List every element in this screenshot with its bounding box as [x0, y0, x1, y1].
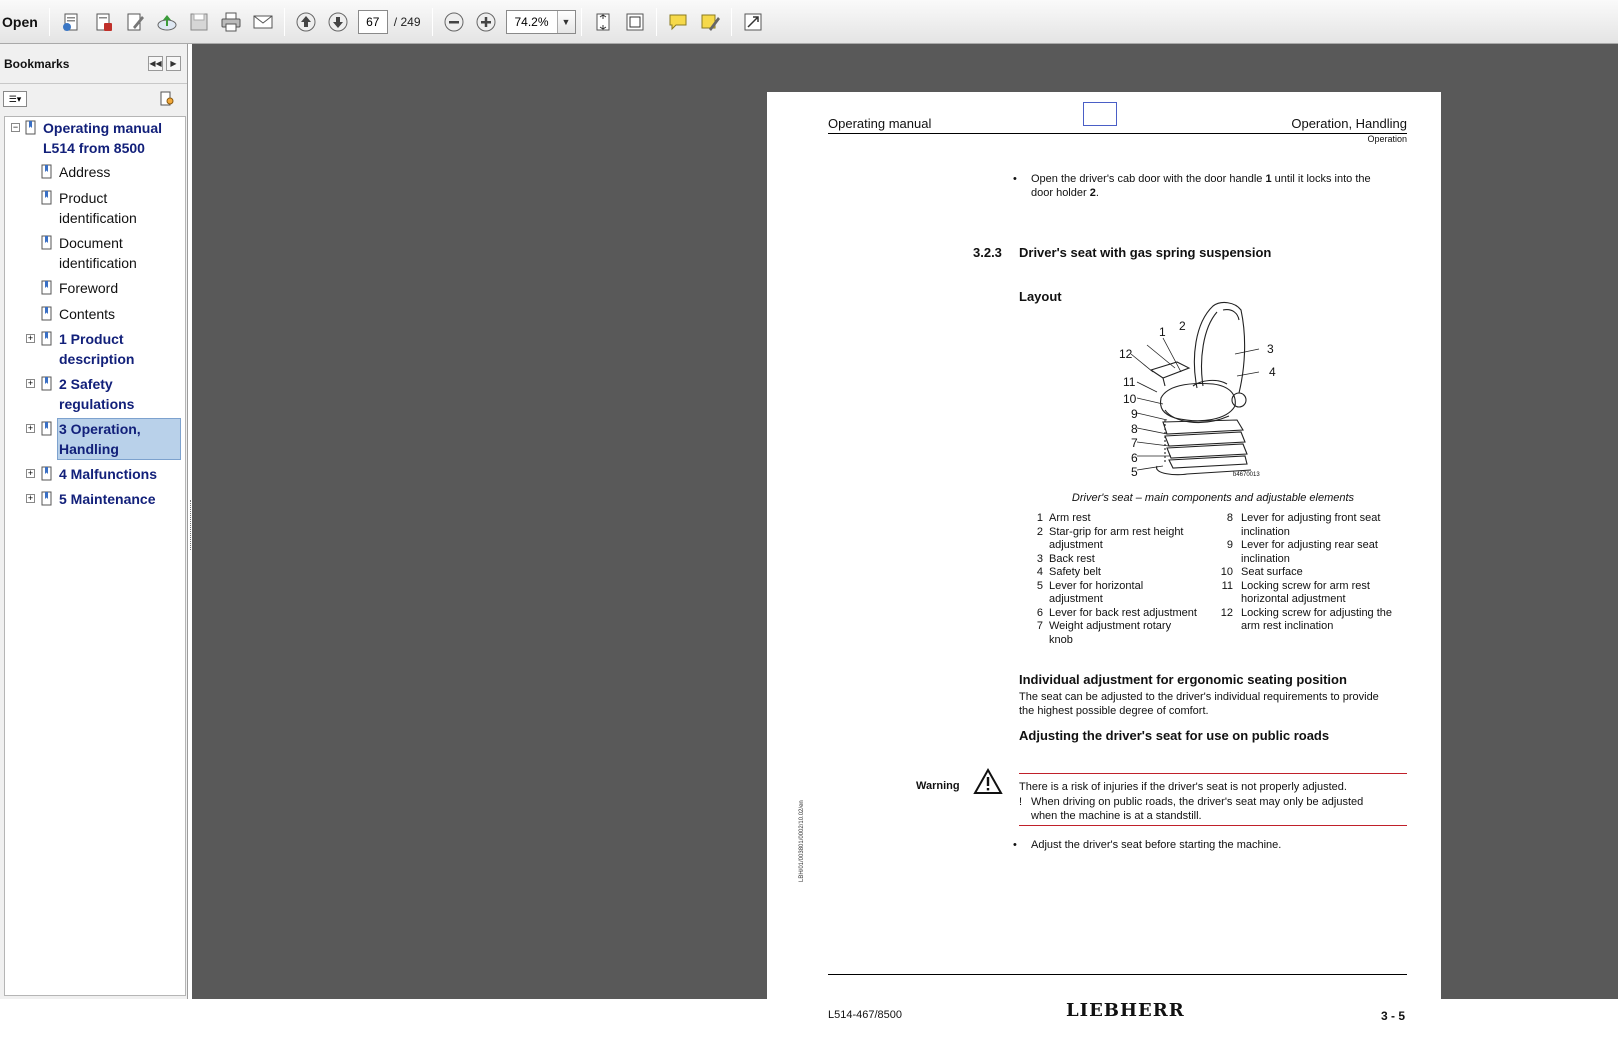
page-separator: / 249 [393, 14, 421, 29]
bookmark-icon [25, 120, 37, 136]
list-item: 4 Safety belt [1036, 566, 1101, 578]
page-down-icon[interactable] [325, 9, 351, 35]
bookmarks-header [0, 44, 187, 84]
footer-rule [828, 974, 1407, 975]
header-right: Operation, Handling [1291, 116, 1407, 131]
bullet-dot: • [1013, 173, 1017, 185]
page-number: 3 - 5 [1380, 1009, 1405, 1023]
bookmark-icon [41, 306, 53, 322]
bookmark-icon [41, 466, 53, 482]
bookmark-icon [41, 331, 53, 347]
bookmarks-tools [0, 84, 187, 114]
upload-icon[interactable] [154, 9, 180, 35]
figure-code: b4670013 [1233, 472, 1260, 478]
callout-11: 11 [1123, 375, 1136, 389]
toolbar-separator [656, 8, 657, 36]
callout-7: 7 [1131, 436, 1138, 450]
expand-toggle[interactable]: + [27, 468, 34, 478]
bookmark-icon [41, 280, 53, 296]
header-rule [828, 133, 1407, 134]
bookmark-icon [41, 235, 53, 251]
bookmark-icon [41, 376, 53, 392]
chevron-down-icon[interactable]: ▼ [557, 11, 575, 33]
list-item: 8 Lever for adjusting front seat inclination [1226, 512, 1381, 538]
bookmark-label: Foreword [59, 280, 119, 296]
document-viewport[interactable] [192, 44, 1618, 1023]
figure-caption: Driver's seat – main components and adjustable elements [1071, 492, 1355, 504]
warning-label: Warning [916, 780, 960, 792]
layout-heading: Layout [1019, 289, 1062, 304]
heading-public-roads: Adjusting the driver's seat for use on public roads [1019, 728, 1330, 743]
highlight-icon[interactable] [697, 9, 723, 35]
callout-5: 5 [1131, 465, 1138, 479]
warning-rule-top [1019, 773, 1407, 774]
expand-toggle[interactable]: + [27, 493, 34, 503]
bookmark-label: Operating manual L514 from 8500 [43, 120, 163, 156]
expand-toggle[interactable]: + [27, 333, 34, 343]
page-total: 249 [400, 14, 421, 29]
bookmarks-panel [0, 44, 188, 999]
callout-3: 3 [1267, 342, 1274, 356]
create-pdf-icon[interactable] [58, 9, 84, 35]
list-item: 12 Locking screw for adjusting the arm rest inclination [1220, 606, 1393, 632]
bookmark-label: 2 Safety regulations [59, 376, 135, 412]
list-item: 10 Seat surface [1220, 566, 1303, 578]
bookmarks-title: Bookmarks [4, 56, 70, 71]
liebherr-logo: LIEBHERR [1066, 1000, 1185, 1021]
page-number-input[interactable]: 67 [358, 10, 388, 34]
main-toolbar [0, 0, 1618, 44]
bullet-text-open-door: Open the driver's cab door with the door handle 1 until it locks into the door holder 2. [1031, 173, 1371, 199]
list-item: 6 Lever for back rest adjustment [1036, 606, 1197, 619]
zoom-select[interactable] [506, 10, 576, 34]
bookmark-icon [41, 164, 53, 180]
warning-rule-bottom [1019, 825, 1407, 826]
expand-panel-icon[interactable]: ▶ [166, 56, 181, 71]
expand-toggle[interactable]: + [27, 423, 34, 433]
toolbar-separator [581, 8, 582, 36]
form-field-box[interactable] [1083, 102, 1117, 126]
email-icon[interactable] [250, 9, 276, 35]
create-pdf-secure-icon[interactable] [90, 9, 116, 35]
bookmark-find-icon[interactable] [159, 91, 175, 107]
bookmark-label: Contents [59, 306, 116, 322]
page-up-icon[interactable] [293, 9, 319, 35]
side-document-code: LBH/01/003801/0002/10.02/en [799, 800, 805, 882]
fullscreen-icon[interactable] [740, 9, 766, 35]
bookmark-label: 1 Product description [59, 331, 135, 367]
warning-triangle-icon [973, 768, 1003, 795]
callout-9: 9 [1131, 407, 1138, 421]
bookmark-icon [41, 421, 53, 437]
list-item: 1 Arm rest [1036, 512, 1091, 524]
bookmark-label: Document identification [59, 235, 137, 271]
fit-width-icon[interactable] [622, 9, 648, 35]
callout-6: 6 [1131, 451, 1138, 465]
components-list-right [1219, 512, 1409, 634]
list-item: 9 Lever for adjusting rear seat inclination [1226, 539, 1378, 565]
components-list-left [1029, 512, 1209, 647]
bookmark-icon [41, 190, 53, 206]
bullet-text-adjust-seat: Adjust the driver's seat before starting the machine. [1031, 839, 1282, 851]
bookmark-label: Address [59, 164, 111, 180]
list-item: 7 Weight adjustment rotary knob [1036, 620, 1172, 646]
header-sub: Operation [1367, 134, 1407, 144]
bookmark-label: Product identification [59, 190, 137, 226]
zoom-value: 74.2% [514, 14, 549, 29]
callout-10: 10 [1123, 392, 1137, 406]
warning-text: There is a risk of injuries if the driver's seat is not properly adjusted. [1019, 781, 1347, 793]
open-button[interactable]: Open [2, 13, 38, 30]
callout-12: 12 [1119, 347, 1133, 361]
callout-4: 4 [1269, 365, 1276, 379]
toolbar-separator [49, 8, 50, 36]
bookmarks-tree [4, 116, 186, 996]
bookmark-label: 4 Malfunctions [59, 466, 158, 482]
list-item: 2 Star-grip for arm rest height adjustment [1036, 525, 1184, 551]
warning-instruction: When driving on public roads, the driver's seat may only be adjusted when the machine is at a standstill. [1031, 796, 1364, 822]
list-item: 11 Locking screw for arm rest horizontal adjustment [1221, 579, 1370, 605]
collapse-panel-icon[interactable]: ◀◀ [148, 56, 163, 71]
save-icon[interactable] [186, 9, 212, 35]
zoom-in-icon[interactable] [473, 9, 499, 35]
section-number: 3.2.3 [973, 245, 1002, 260]
section-title: Driver's seat with gas spring suspension [1019, 245, 1272, 260]
comment-icon[interactable] [665, 9, 691, 35]
list-item: 5 Lever for horizontal adjustment [1036, 579, 1144, 605]
paragraph-ergonomic: The seat can be adjusted to the driver's individual requirements to provide the highest possible degree of comfort. [1019, 691, 1379, 717]
edit-icon[interactable] [122, 9, 148, 35]
callout-2: 2 [1179, 319, 1186, 333]
toolbar-separator [432, 8, 433, 36]
list-item: 3 Back rest [1036, 552, 1095, 565]
toolbar-separator [284, 8, 285, 36]
bullet-dot: • [1013, 839, 1017, 851]
options-menu-icon[interactable]: ☰▾ [3, 91, 27, 107]
pdf-page [767, 92, 1441, 1043]
bookmark-label: 5 Maintenance [59, 491, 156, 507]
heading-ergonomic: Individual adjustment for ergonomic seating position [1019, 672, 1347, 687]
footer-left: L514-467/8500 [828, 1009, 903, 1021]
collapse-toggle[interactable]: − [12, 122, 19, 132]
fit-page-icon[interactable] [590, 9, 616, 35]
header-left: Operating manual [828, 116, 932, 131]
print-icon[interactable] [218, 9, 244, 35]
bookmark-icon [41, 491, 53, 507]
bookmark-label: 3 Operation, Handling [57, 418, 181, 460]
warning-mark: ! [1019, 796, 1023, 808]
expand-toggle[interactable]: + [27, 378, 34, 388]
callout-8: 8 [1131, 422, 1138, 436]
callout-1: 1 [1159, 325, 1166, 339]
drivers-seat-figure [1117, 298, 1287, 478]
zoom-out-icon[interactable] [441, 9, 467, 35]
toolbar-separator [731, 8, 732, 36]
